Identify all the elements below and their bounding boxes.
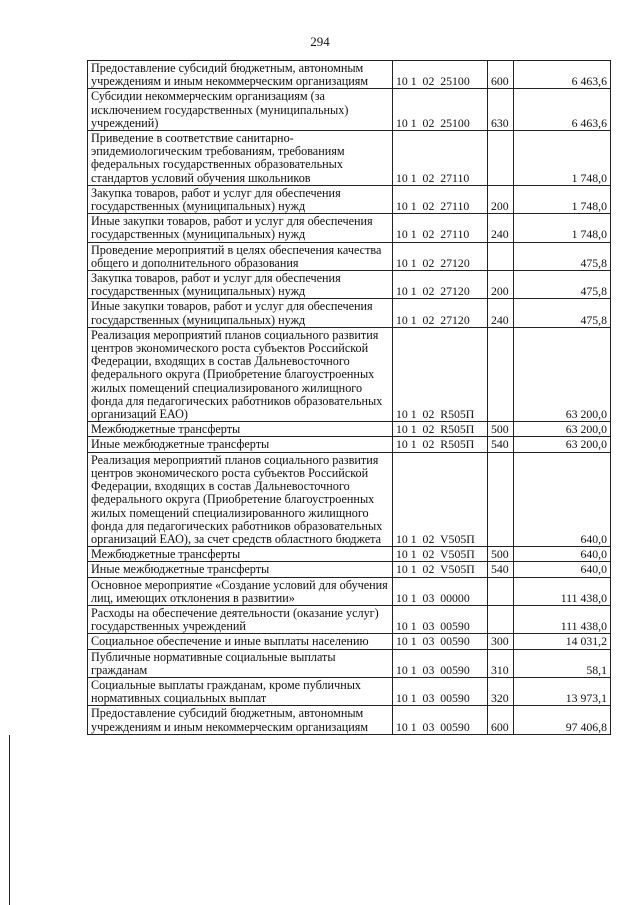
row-name: Публичные нормативные социальные выплаты гражданам [88, 649, 393, 677]
row-amount: 6 463,6 [514, 61, 611, 89]
row-code: 10 1 03 00590 [393, 677, 488, 705]
margin-line [9, 735, 10, 905]
row-name: Основное мероприятие «Создание условий для обучения лиц, имеющих отклонения в развитии» [88, 577, 393, 605]
table-row [88, 422, 611, 437]
row-expense-type [488, 605, 514, 633]
row-expense-type: 240 [488, 299, 514, 327]
row-expense-type [488, 131, 514, 186]
row-expense-type: 200 [488, 185, 514, 213]
table-row [88, 452, 611, 546]
row-expense-type [488, 577, 514, 605]
row-name: Реализация мероприятий планов социального развития центров экономического роста субъектов Российской Федерации, входящих в состав Дальневосточного федерального округа (Приобретение благоустроенных жилых помещений специализированного жилищного фонда для педагогических работников образовательных организаций ЕАО), за счет средств областного бюджета [88, 452, 393, 546]
row-name: Социальное обеспечение и иные выплаты населению [88, 634, 393, 649]
row-name: Расходы на обеспечение деятельности (оказание услуг) государственных учреждений [88, 605, 393, 633]
table-row [88, 214, 611, 242]
table-row [88, 271, 611, 299]
row-expense-type [488, 242, 514, 270]
table-row [88, 327, 611, 421]
row-amount: 58,1 [514, 649, 611, 677]
row-code: 10 1 02 27120 [393, 271, 488, 299]
table-row [88, 242, 611, 270]
row-code: 10 1 02 R505П [393, 437, 488, 452]
row-expense-type: 600 [488, 706, 514, 734]
row-expense-type: 300 [488, 634, 514, 649]
row-name: Межбюджетные трансферты [88, 422, 393, 437]
row-code: 10 1 02 27120 [393, 299, 488, 327]
table-row [88, 706, 611, 734]
row-name: Закупка товаров, работ и услуг для обеспечения государственных (муниципальных) нужд [88, 185, 393, 213]
row-expense-type: 200 [488, 271, 514, 299]
row-name: Предоставление субсидий бюджетным, автономным учреждениям и иным некоммерческим организациям [88, 61, 393, 89]
row-expense-type: 310 [488, 649, 514, 677]
table-row [88, 437, 611, 452]
row-expense-type [488, 327, 514, 421]
row-amount: 1 748,0 [514, 185, 611, 213]
row-amount: 63 200,0 [514, 437, 611, 452]
row-code: 10 1 02 27120 [393, 242, 488, 270]
row-name: Реализация мероприятий планов социального развития центров экономического роста субъектов Российской Федерации, входящих в состав Дальневосточного федерального округа (Приобретение благоустроенных жилых помещений специализированого жилищного фонда для педагогических работников образовательных организаций ЕАО) [88, 327, 393, 421]
row-name: Субсидии некоммерческим организациям (за исключением государственных (муниципальных) учреждений) [88, 89, 393, 131]
budget-table [87, 60, 611, 735]
table-row [88, 61, 611, 89]
row-amount: 63 200,0 [514, 422, 611, 437]
table-row [88, 131, 611, 186]
row-code: 10 1 02 R505П [393, 422, 488, 437]
row-amount: 1 748,0 [514, 214, 611, 242]
row-code: 10 1 03 00000 [393, 577, 488, 605]
row-name: Иные межбюджетные трансферты [88, 562, 393, 577]
table-row [88, 89, 611, 131]
row-amount: 475,8 [514, 299, 611, 327]
row-code: 10 1 02 25100 [393, 89, 488, 131]
row-name: Иные межбюджетные трансферты [88, 437, 393, 452]
row-amount: 640,0 [514, 452, 611, 546]
row-code: 10 1 02 V505П [393, 547, 488, 562]
row-expense-type: 540 [488, 437, 514, 452]
budget-table-body [88, 61, 611, 735]
row-code: 10 1 02 27110 [393, 185, 488, 213]
table-row [88, 299, 611, 327]
table-row [88, 562, 611, 577]
row-name: Межбюджетные трансферты [88, 547, 393, 562]
row-code: 10 1 02 27110 [393, 131, 488, 186]
row-expense-type: 600 [488, 61, 514, 89]
table-row [88, 547, 611, 562]
row-expense-type: 500 [488, 422, 514, 437]
row-code: 10 1 03 00590 [393, 706, 488, 734]
row-amount: 111 438,0 [514, 605, 611, 633]
row-expense-type: 240 [488, 214, 514, 242]
row-expense-type: 320 [488, 677, 514, 705]
row-amount: 111 438,0 [514, 577, 611, 605]
row-amount: 640,0 [514, 547, 611, 562]
row-name: Иные закупки товаров, работ и услуг для обеспечения государственных (муниципальных) нужд [88, 299, 393, 327]
row-code: 10 1 03 00590 [393, 605, 488, 633]
row-code: 10 1 03 00590 [393, 634, 488, 649]
row-expense-type [488, 452, 514, 546]
table-row [88, 677, 611, 705]
row-amount: 13 973,1 [514, 677, 611, 705]
row-amount: 97 406,8 [514, 706, 611, 734]
row-expense-type: 630 [488, 89, 514, 131]
table-row [88, 185, 611, 213]
row-name: Социальные выплаты гражданам, кроме публичных нормативных социальных выплат [88, 677, 393, 705]
row-amount: 63 200,0 [514, 327, 611, 421]
table-row [88, 634, 611, 649]
page-number: 294 [310, 34, 330, 49]
row-name: Иные закупки товаров, работ и услуг для обеспечения государственных (муниципальных) нужд [88, 214, 393, 242]
row-code: 10 1 02 27110 [393, 214, 488, 242]
row-expense-type: 540 [488, 562, 514, 577]
row-code: 10 1 03 00590 [393, 649, 488, 677]
table-row [88, 649, 611, 677]
row-code: 10 1 02 V505П [393, 452, 488, 546]
row-amount: 475,8 [514, 271, 611, 299]
row-amount: 14 031,2 [514, 634, 611, 649]
table-row [88, 577, 611, 605]
table-row [88, 605, 611, 633]
row-code: 10 1 02 R505П [393, 327, 488, 421]
row-name: Приведение в соответствие санитарно-эпидемиологическим требованиям, требованиям федеральных государственных образовательных стандартов условий обучения школьников [88, 131, 393, 186]
row-amount: 6 463,6 [514, 89, 611, 131]
row-expense-type: 500 [488, 547, 514, 562]
row-name: Закупка товаров, работ и услуг для обеспечения государственных (муниципальных) нужд [88, 271, 393, 299]
row-amount: 475,8 [514, 242, 611, 270]
row-amount: 640,0 [514, 562, 611, 577]
row-amount: 1 748,0 [514, 131, 611, 186]
row-name: Проведение мероприятий в целях обеспечения качества общего и дополнительного образования [88, 242, 393, 270]
row-code: 10 1 02 V505П [393, 562, 488, 577]
row-code: 10 1 02 25100 [393, 61, 488, 89]
row-name: Предоставление субсидий бюджетным, автономным учреждениям и иным некоммерческим организациям [88, 706, 393, 734]
